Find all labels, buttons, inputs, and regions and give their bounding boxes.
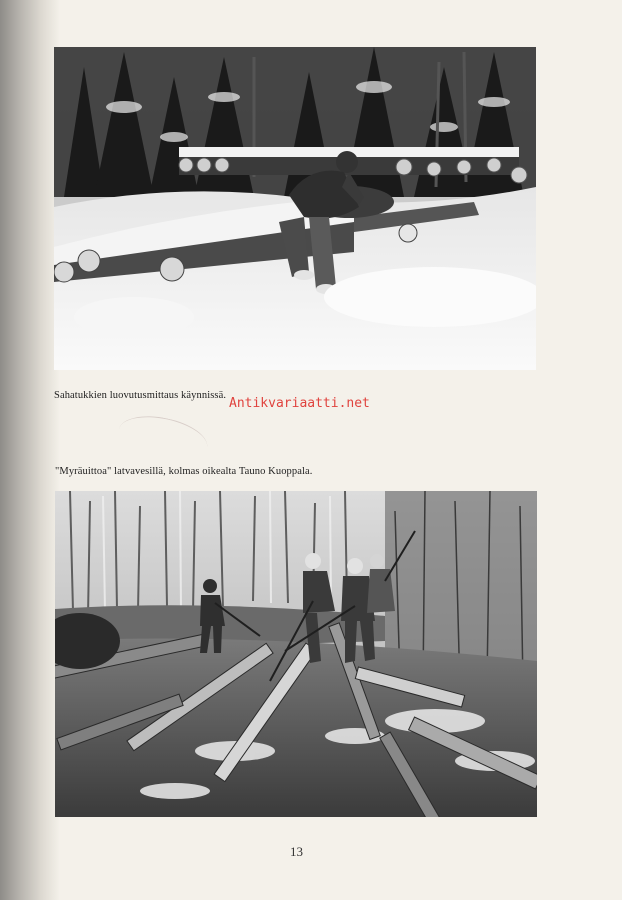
- page-number: 13: [290, 844, 303, 859]
- photo-log-measurement: [54, 47, 536, 370]
- watermark: Antikvariaatti.net: [229, 396, 370, 411]
- pencil-mark: [115, 409, 212, 468]
- photo-caption-log-measurement: Sahatukkien luovutusmittaus käynnissä.: [54, 390, 227, 401]
- photo-log-driving: [55, 491, 537, 817]
- book-gutter-shadow: [0, 0, 60, 900]
- photo-caption-log-driving: "Myräuittoa" latvavesillä, kolmas oikealta Tauno Kuoppala.: [55, 466, 313, 477]
